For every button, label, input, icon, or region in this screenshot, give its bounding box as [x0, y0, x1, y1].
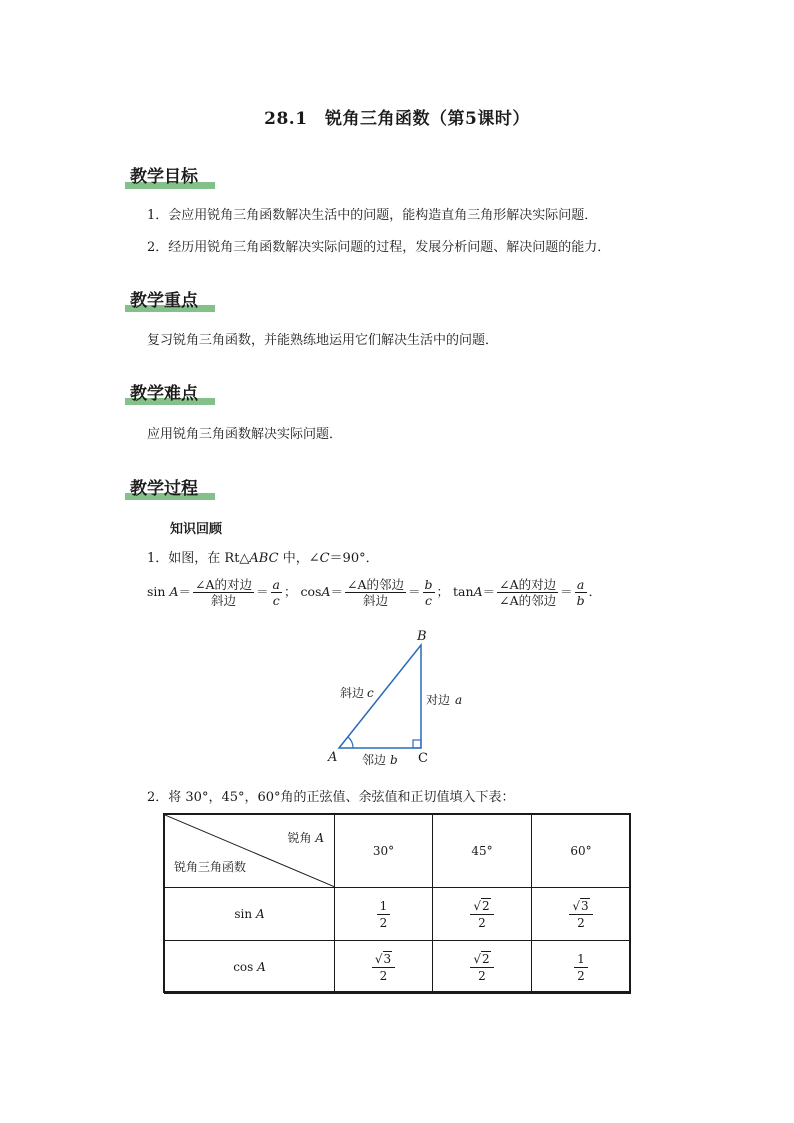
frac-num — [574, 951, 588, 968]
frac-den: 2 — [577, 915, 585, 930]
equals: ＝ — [482, 584, 496, 599]
frac-num: ∠A的对边 — [195, 577, 253, 592]
separator: ； — [436, 584, 450, 599]
row-label — [165, 941, 335, 994]
cos-label: cos — [300, 584, 322, 599]
hypotenuse-label — [340, 685, 374, 700]
table-cell — [433, 941, 532, 994]
equals: ＝ — [408, 584, 421, 599]
fraction — [574, 951, 588, 984]
frac-den: b — [576, 593, 585, 608]
section-heading-key: 教学重点 — [130, 291, 198, 311]
fraction — [193, 577, 254, 608]
opp-var: a — [455, 693, 463, 707]
corner-bottom-label: 锐角三角函数 — [174, 860, 247, 874]
frac-den: 2 — [478, 968, 486, 983]
table-cell — [433, 888, 532, 941]
row-var: A — [257, 960, 266, 974]
frac-num — [569, 898, 592, 915]
difficulty-text: 应用锐角三角函数解决实际问题． — [147, 427, 343, 442]
equals: ＝ — [560, 584, 573, 599]
row-var: A — [255, 907, 265, 921]
adj-text: 邻边 — [362, 753, 387, 767]
section-heading-difficulty: 教学难点 — [130, 384, 198, 404]
frac-den: 斜边 — [362, 593, 388, 608]
vertex-c-label: C — [418, 751, 428, 766]
frac-den: 斜边 — [211, 593, 237, 608]
opposite-label — [426, 692, 462, 707]
frac-num — [372, 951, 395, 968]
corner-top-label — [287, 829, 324, 846]
frac-num: a — [272, 577, 280, 592]
fraction — [423, 577, 435, 608]
frac-num — [377, 898, 391, 915]
key-point-text: 复习锐角三角函数，并能熟练地运用它们解决生活中的问题． — [147, 333, 499, 348]
vertex-a-label: A — [328, 750, 338, 765]
radicand: 3 — [581, 898, 589, 913]
row-func: sin — [234, 907, 253, 921]
frac-num: ∠A的对边 — [499, 577, 557, 592]
radicand: 2 — [482, 898, 490, 913]
page-title: 28.1 锐角三角函数（第5课时） — [264, 109, 530, 129]
sqrt-sign: √ — [374, 951, 383, 966]
frac-den: c — [272, 593, 280, 608]
fraction — [372, 951, 395, 984]
diagonal-line — [165, 815, 335, 887]
frac-num — [470, 898, 493, 915]
frac-num: b — [424, 577, 433, 592]
goal-item-1: 1．会应用锐角三角函数解决生活中的问题，能构造直角三角形解决实际问题． — [147, 208, 598, 223]
radicand: 1 — [379, 898, 388, 913]
row-label — [165, 888, 335, 941]
corner-top-text: 锐角 — [287, 831, 312, 845]
fraction — [345, 577, 406, 608]
frac-den: 2 — [478, 915, 486, 930]
column-header: 30° — [335, 815, 433, 888]
item1-triangle: ABC — [249, 551, 279, 566]
fraction — [470, 898, 493, 931]
sqrt-sign: √ — [473, 951, 481, 966]
section-heading-process: 教学过程 — [130, 479, 198, 499]
corner-top-var: A — [315, 831, 324, 845]
frac-num: ∠A的邻边 — [346, 577, 404, 592]
sqrt-sign: √ — [572, 898, 580, 913]
var-a: A — [473, 584, 483, 599]
right-triangle-figure — [320, 624, 480, 770]
table-row — [165, 888, 631, 941]
radicand: 1 — [577, 951, 585, 966]
frac-den: ∠A的邻边 — [499, 593, 557, 608]
section-heading-goals: 教学目标 — [130, 167, 198, 187]
table-cell — [532, 888, 631, 941]
item1-suffix: ＝90°． — [329, 551, 379, 566]
review-item-1 — [147, 550, 379, 568]
diagonal-header-cell — [165, 815, 335, 888]
var-a: A — [169, 584, 179, 599]
fraction — [377, 898, 391, 931]
hyp-var: c — [367, 686, 374, 700]
item1-prefix: 1．如图，在 Rt△ — [147, 551, 250, 566]
tan-label: tan — [453, 584, 474, 599]
hyp-text: 斜边 — [340, 686, 365, 700]
equals: ＝ — [178, 584, 191, 599]
vertex-b-label: B — [417, 629, 427, 644]
radicand: 2 — [482, 951, 490, 966]
table-cell — [335, 941, 433, 994]
frac-num: a — [575, 577, 587, 593]
sqrt-sign: √ — [473, 898, 481, 913]
fraction — [271, 577, 282, 608]
separator: ； — [283, 584, 297, 599]
trig-value-table — [164, 814, 631, 994]
var-a: A — [321, 584, 331, 599]
frac-den: 2 — [577, 968, 585, 983]
fraction — [470, 951, 493, 984]
angle-arc — [348, 737, 353, 748]
equals: ＝ — [256, 584, 269, 599]
trig-definitions — [147, 577, 601, 608]
table-cell — [335, 888, 433, 941]
table-row — [165, 941, 631, 994]
frac-den: c — [425, 593, 433, 608]
frac-num — [470, 951, 493, 968]
period: ． — [588, 584, 602, 599]
item1-angle: C — [319, 551, 330, 566]
subheading-review: 知识回顾 — [170, 522, 223, 537]
right-angle-mark — [413, 740, 421, 748]
frac-den: 2 — [379, 915, 388, 930]
adj-var: b — [390, 753, 398, 767]
item1-mid: 中，∠ — [278, 551, 320, 566]
frac-den: 2 — [379, 968, 388, 983]
goal-item-2: 2．经历用锐角三角函数解决实际问题的过程，发展分析问题、解决问题的能力． — [147, 240, 611, 255]
radicand: 3 — [383, 951, 392, 966]
equals: ＝ — [330, 584, 343, 599]
table-header-row — [165, 815, 631, 888]
sin-label: sin — [147, 584, 166, 599]
adjacent-label — [362, 752, 398, 767]
table-cell — [532, 941, 631, 994]
column-header: 45° — [433, 815, 532, 888]
review-item-2: 2．将 30°，45°，60°角的正弦值、余弦值和正切值填入下表： — [147, 790, 515, 805]
fraction — [575, 577, 587, 608]
row-func: cos — [233, 960, 254, 974]
column-header: 60° — [532, 815, 631, 888]
fraction — [497, 577, 558, 608]
fraction — [569, 898, 592, 931]
opp-text: 对边 — [426, 693, 451, 707]
